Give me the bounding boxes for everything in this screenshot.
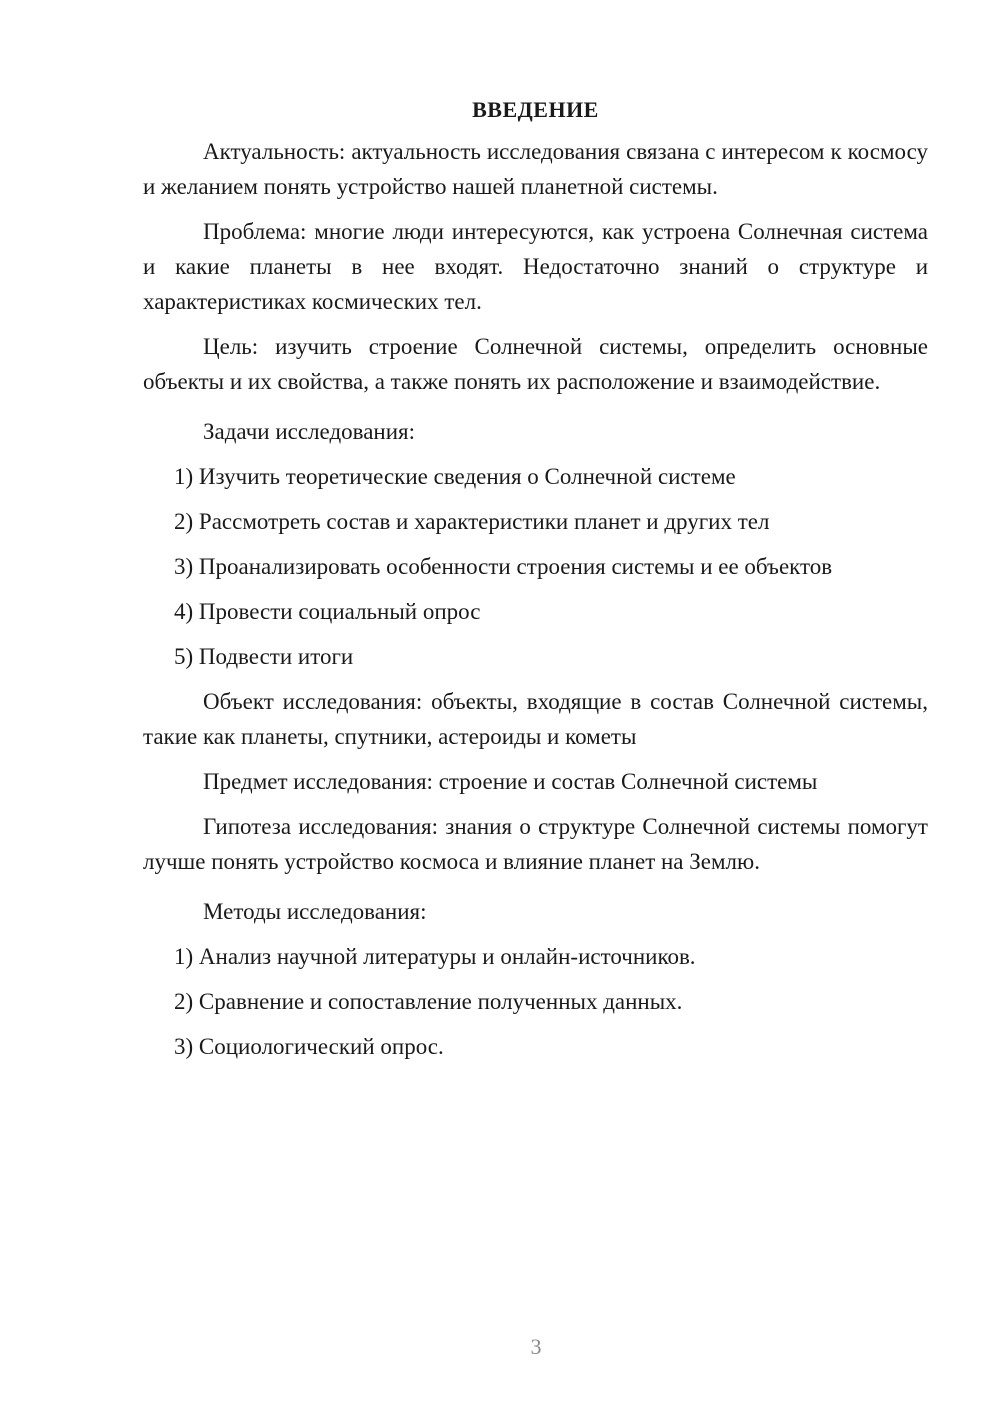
page-number: 3 [530, 1334, 542, 1359]
tasks-heading: Задачи исследования: [203, 419, 416, 444]
goal-paragraph: Цель: изучить строение Солнечной системы, определить основные объекты и их свойства, а также понять их расположение и взаимодействие. [143, 334, 928, 394]
hypothesis-paragraph: Гипотеза исследования: знания о структуре Солнечной системы помогут лучше понять устройство космоса и влияние планет на Землю. [143, 814, 928, 874]
method-item: 2) Сравнение и сопоставление полученных данных. [174, 989, 683, 1014]
subject-paragraph: Предмет исследования: строение и состав Солнечной системы [203, 769, 818, 794]
task-item: 5) Подвести итоги [174, 644, 354, 669]
object-paragraph: Объект исследования: объекты, входящие в состав Солнечной системы, такие как планеты, спутники, астероиды и кометы [143, 689, 928, 749]
relevance-paragraph: Актуальность: актуальность исследования связана с интересом к космосу и желанием понять устройство нашей планетной системы. [143, 139, 928, 199]
method-item: 3) Социологический опрос. [174, 1034, 444, 1059]
problem-paragraph: Проблема: многие люди интересуются, как устроена Солнечная система и какие планеты в нее входят. Недостаточно знаний о структуре и характеристиках космических тел. [143, 219, 928, 314]
task-item: 3) Проанализировать особенности строения системы и ее объектов [174, 554, 833, 579]
task-item: 1) Изучить теоретические сведения о Солнечной системе [174, 464, 736, 489]
methods-heading: Методы исследования: [203, 899, 427, 924]
task-item: 2) Рассмотреть состав и характеристики планет и других тел [174, 509, 770, 534]
page-content [143, 92, 928, 1064]
task-item: 4) Провести социальный опрос [174, 599, 481, 624]
method-item: 1) Анализ научной литературы и онлайн-источников. [174, 944, 696, 969]
page-title: ВВЕДЕНИЕ [472, 97, 599, 122]
